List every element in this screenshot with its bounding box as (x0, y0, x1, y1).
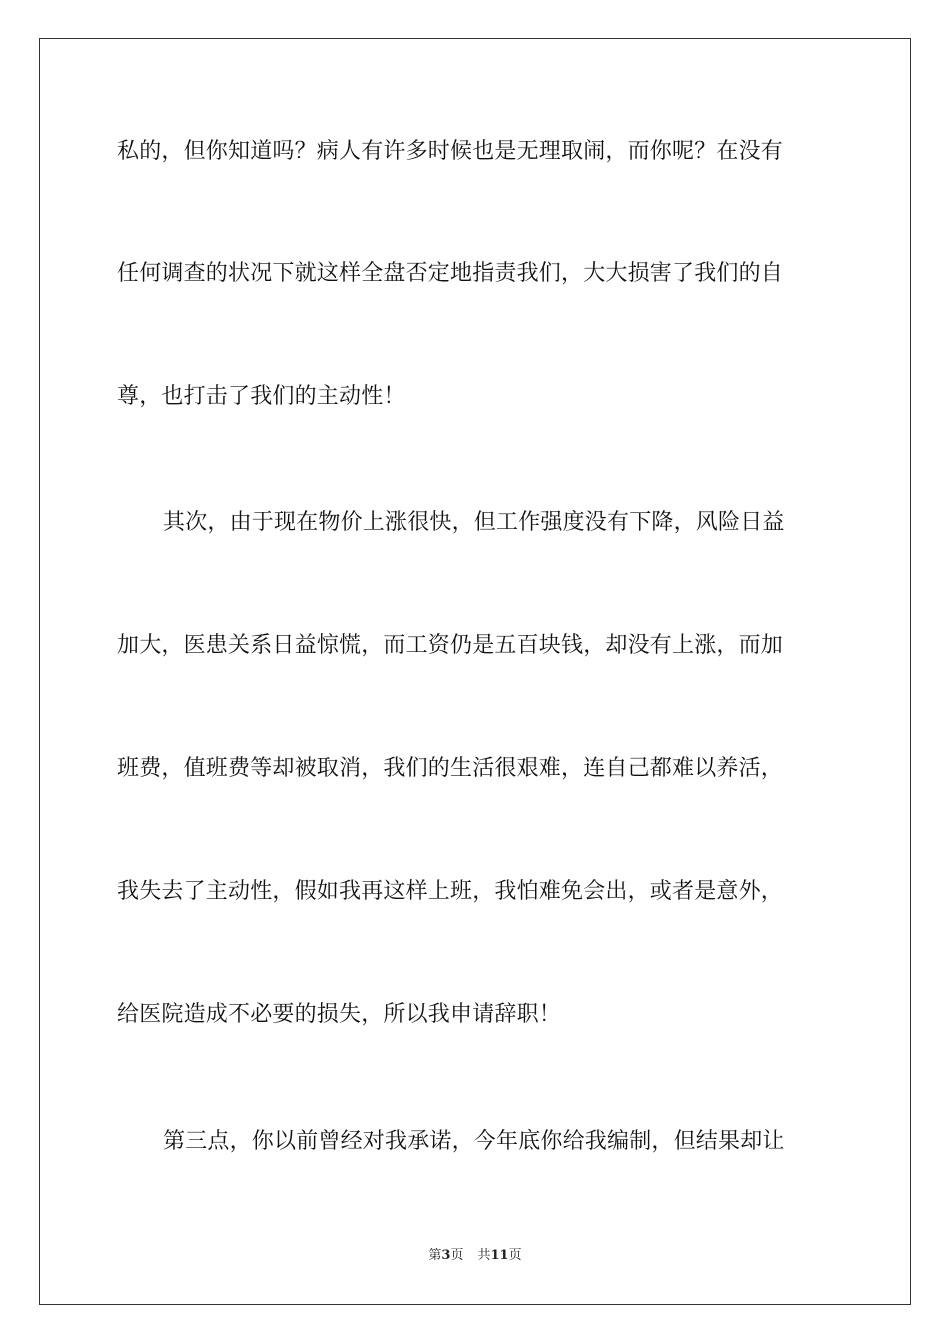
text-line: 私的，但你知道吗？病人有许多时候也是无理取闹，而你呢？在没有 (117, 139, 784, 164)
page-suffix: 页 (450, 1248, 464, 1263)
page-total: 11 (490, 1248, 509, 1263)
page-frame (39, 38, 911, 1305)
page-prefix: 第 (428, 1248, 442, 1263)
text-line: 尊，也打击了我们的主动性！ (117, 384, 406, 409)
text-line: 班费，值班费等却被取消，我们的生活很艰难，连自己都难以养活， (117, 756, 784, 781)
text-line: 给医院造成不必要的损失，所以我申请辞职！ (117, 1002, 562, 1027)
paragraph-start-line: 第三点，你以前曾经对我承诺，今年底你给我编制，但结果却让 (163, 1129, 785, 1154)
paragraph-start-line: 其次，由于现在物价上涨很快，但工作强度没有下降，风险日益 (163, 510, 785, 535)
total-prefix: 共 (477, 1248, 491, 1263)
total-suffix: 页 (508, 1248, 522, 1263)
text-line: 我失去了主动性，假如我再这样上班，我怕难免会出，或者是意外， (117, 879, 784, 904)
text-line: 任何调查的状况下就这样全盘否定地指责我们，大大损害了我们的自 (117, 261, 784, 286)
page-footer (0, 1247, 950, 1265)
text-line: 加大，医患关系日益惊慌，而工资仍是五百块钱，却没有上涨，而加 (117, 633, 784, 658)
page-number: 3 (441, 1248, 451, 1263)
